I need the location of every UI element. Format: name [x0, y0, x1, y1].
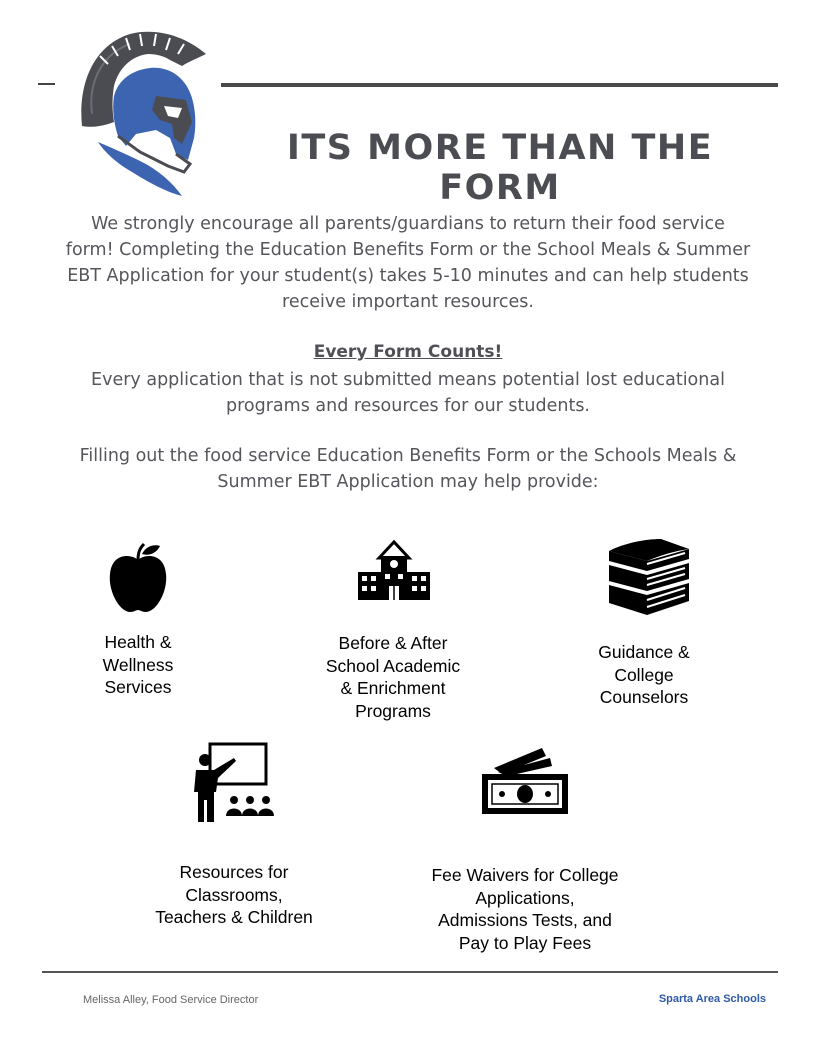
header-rule-short [38, 83, 55, 85]
intro-line: EBT Application for your student(s) takes 5-10 minutes and can help students [67, 266, 749, 286]
provide-paragraph [56, 443, 760, 495]
provide-line: Filling out the food service Education Benefits Form or the Schools Meals & [79, 446, 737, 466]
spartan-helmet-logo [78, 26, 212, 196]
benefit-label: Resources for Classrooms, Teachers & Children [155, 862, 313, 927]
intro-paragraph [56, 211, 760, 315]
books-stack-icon [605, 537, 691, 617]
intro-line: We strongly encourage all parents/guardians to return their food service [91, 214, 725, 234]
footer-rule [42, 971, 778, 973]
footer-school-name: Sparta Area Schools [658, 993, 766, 1005]
intro-line: form! Completing the Education Benefits Form or the School Meals & Summer [65, 240, 751, 260]
school-building-icon [357, 538, 431, 602]
benefit-label: Guidance & College Counselors [598, 642, 690, 707]
header-rule-long [221, 83, 778, 87]
counts-line: Every application that is not submitted means potential lost educational [91, 370, 725, 390]
provide-line: Summer EBT Application may help provide: [217, 472, 599, 492]
benefit-label: Fee Waivers for College Applications, Admissions Tests, and Pay to Play Fees [431, 865, 619, 953]
apple-icon [106, 542, 170, 614]
counts-paragraph [56, 367, 760, 419]
benefit-label: Before & After School Academic & Enrichment Programs [325, 633, 461, 721]
money-bills-icon [480, 746, 570, 816]
footer-director: Melissa Alley, Food Service Director [83, 994, 259, 1006]
benefit-label: Health & Wellness Services [102, 632, 174, 697]
intro-line: receive important resources. [282, 292, 534, 312]
every-form-counts-heading: Every Form Counts! [313, 342, 503, 362]
counts-line: programs and resources for our students. [226, 396, 590, 416]
teacher-classroom-icon [190, 742, 278, 822]
page-title: ITS MORE THAN THE FORM [286, 128, 714, 208]
